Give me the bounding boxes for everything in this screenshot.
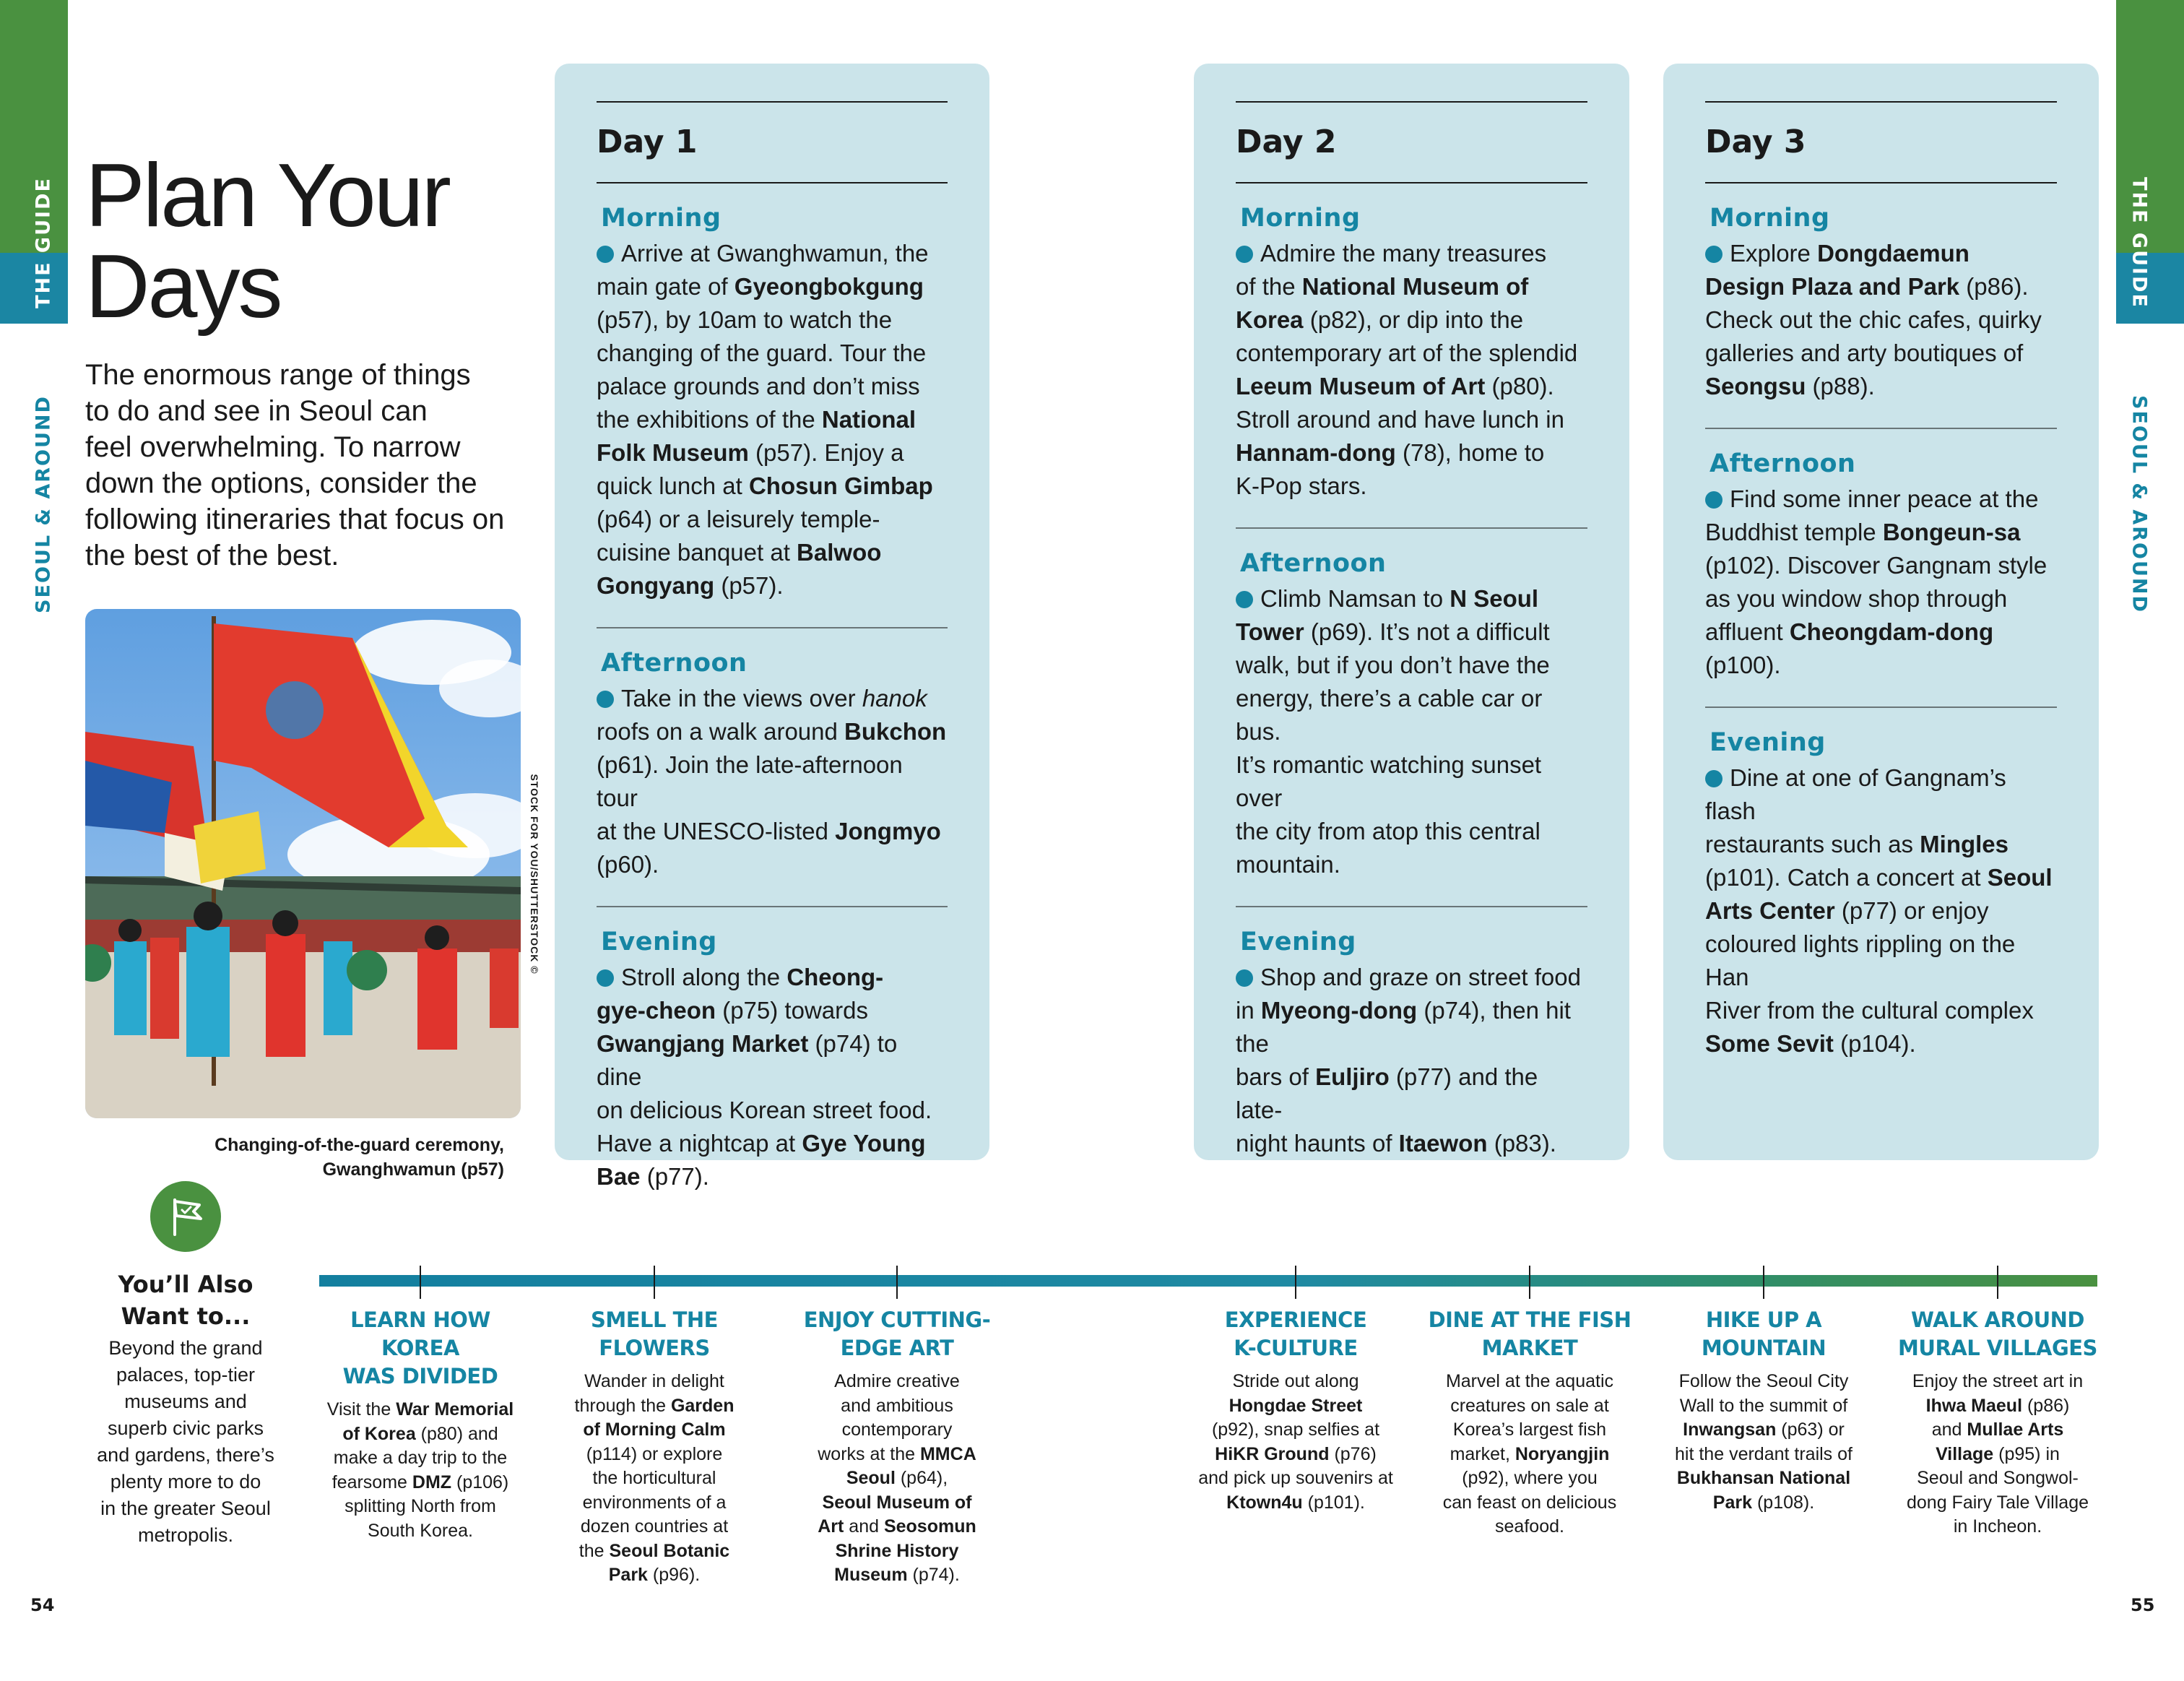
- also-item-text: Follow the Seoul City Wall to the summit of Inwangsan (p63) or hit the verdant trails of Bukhansan National Park (p108).: [1675, 1371, 1852, 1513]
- itinerary-section: [1705, 708, 2057, 1085]
- place-name: Dongdaemun: [1817, 240, 1970, 267]
- place-name: Mullae Arts: [1967, 1419, 2064, 1440]
- place-name: National: [821, 406, 916, 433]
- place-name: Euljiro: [1315, 1063, 1390, 1090]
- also-item-heading: WALK AROUND MURAL VILLAGES: [1898, 1308, 2097, 1360]
- section-text: Explore Dongdaemun Design Plaza and Park (p86). Check out the chic cafes, quirky galleries and arty boutiques of Seongsu (p88).: [1705, 240, 2042, 399]
- section-divider: [597, 906, 948, 907]
- place-name: Tower: [1236, 618, 1304, 645]
- also-item-text: Wander in delight through the Garden of Morning Calm (p114) or explore the horticultural environments of a dozen countries at the Seoul Botanic Park (p96).: [574, 1371, 734, 1585]
- bullet-dot-icon: [1705, 770, 1722, 787]
- day-title: Day 1: [597, 124, 698, 160]
- place-name: Seoul Museum of: [822, 1492, 972, 1513]
- also-description: [85, 1335, 286, 1549]
- also-line: and gardens, there’s: [97, 1444, 274, 1466]
- place-name: MMCA: [919, 1443, 976, 1464]
- intro-line: the best of the best.: [85, 540, 339, 571]
- also-item-heading: EXPERIENCE K-CULTURE: [1224, 1308, 1367, 1360]
- place-name: Gongyang: [597, 572, 715, 599]
- intro-line: feel overwhelming. To narrow: [85, 431, 461, 463]
- day-card: [1663, 64, 2099, 1160]
- also-item-heading: LEARN HOW KOREA WAS DIVIDED: [342, 1308, 498, 1388]
- intro-line: following itineraries that focus on: [85, 504, 505, 535]
- also-item-heading: ENJOY CUTTING- EDGE ART: [803, 1308, 991, 1360]
- also-item-heading: DINE AT THE FISH MARKET: [1428, 1308, 1632, 1360]
- place-name: Seoul: [1987, 864, 2053, 891]
- place-name: Some Sevit: [1705, 1030, 1834, 1057]
- place-name: Balwoo: [797, 539, 882, 566]
- section-title: Evening: [1240, 928, 1356, 956]
- also-item-text: Stride out along Hongdae Street (p92), snap selfies at HiKR Ground (p76) and pick up souvenirs at Ktown4u (p101).: [1198, 1371, 1393, 1513]
- section-text: Admire the many treasures of the National Museum of Korea (p82), or dip into the contemporary art of the splendid Leeum Museum of Art (p80). Stroll around and have lunch in Hannam-dong (78), home to K-Pop stars.: [1236, 240, 1578, 499]
- day-card: [555, 64, 989, 1190]
- also-item-text: Marvel at the aquatic creatures on sale at Korea’s largest fish market, Noryangjin (p92), where you can feast on delicious seafood.: [1442, 1371, 1617, 1537]
- place-name: Folk Museum: [597, 439, 749, 466]
- place-name: Gyeongbokgung: [734, 273, 924, 300]
- place-name: Design Plaza and Park: [1705, 273, 1960, 300]
- also-item: [789, 1306, 1005, 1588]
- title-line: Plan Your: [85, 146, 449, 246]
- also-item: [1187, 1306, 1404, 1515]
- section-text: Shop and graze on street food in Myeong-dong (p74), then hit the bars of Euljiro (p77) and the late- night haunts of Itaewon (p83).: [1236, 964, 1581, 1157]
- timeline-tick: [1763, 1266, 1764, 1299]
- day-title: Day 3: [1705, 124, 1806, 160]
- section-title: Morning: [1240, 204, 1361, 233]
- right-guide-label: THE GUIDE: [2128, 177, 2151, 308]
- also-line: palaces, top-tier: [116, 1364, 256, 1386]
- place-name: War Memorial: [396, 1399, 514, 1419]
- intro-line: to do and see in Seoul can: [85, 395, 428, 427]
- itinerary-section: [1236, 907, 1587, 1185]
- section-divider: [597, 627, 948, 628]
- place-name: Park: [608, 1565, 648, 1585]
- card-rule: [597, 101, 948, 103]
- itinerary-section: [1705, 429, 2057, 706]
- card-rule: [1705, 101, 2057, 103]
- day-card: [1194, 64, 1629, 1160]
- page-number-left: 54: [30, 1595, 55, 1615]
- place-name: Leeum Museum of Art: [1236, 373, 1486, 399]
- section-text: Stroll along the Cheong- gye-cheon (p75) towards Gwangjang Market (p74) to dine on delicious Korean street food. Have a nightcap at Gye Young Bae (p77).: [597, 964, 932, 1190]
- place-name: Park: [1712, 1492, 1753, 1513]
- timeline-tick: [654, 1266, 655, 1299]
- itinerary-section: [597, 628, 948, 906]
- left-guide-label: THE GUIDE: [32, 177, 55, 308]
- intro-line: down the options, consider the: [85, 467, 477, 499]
- section-divider: [1705, 428, 2057, 429]
- place-name: Cheongdam-dong: [1789, 618, 1994, 645]
- also-heading-line: Want to...: [121, 1302, 251, 1330]
- title-line: Days: [85, 237, 281, 337]
- place-name: Hongdae Street: [1228, 1395, 1363, 1416]
- section-text: Find some inner peace at the Buddhist temple Bongeun-sa (p102). Discover Gangnam style as you window shop through affluent Cheongdam-dong (p100).: [1705, 485, 2048, 678]
- place-name: N Seoul: [1450, 585, 1539, 612]
- place-name: Gwangjang Market: [597, 1030, 809, 1057]
- also-line: plenty more to do: [110, 1471, 261, 1492]
- timeline-tick: [1295, 1266, 1296, 1299]
- place-name: Art: [818, 1516, 844, 1537]
- guard-ceremony-photo: [85, 609, 521, 1118]
- day-title: Day 2: [1236, 124, 1337, 160]
- place-name: Ktown4u: [1226, 1492, 1303, 1513]
- timeline-tick: [1997, 1266, 1998, 1299]
- page-number-right: 55: [2131, 1595, 2155, 1615]
- itinerary-section: [1236, 183, 1587, 527]
- place-name: Bae: [597, 1163, 641, 1190]
- section-title: Afternoon: [1240, 549, 1387, 578]
- also-heading: [85, 1269, 286, 1332]
- bullet-dot-icon: [597, 969, 614, 987]
- itinerary-section: [1705, 183, 2057, 428]
- also-item-text: Admire creative and ambitious contemporary works at the MMCA Seoul (p64), Seoul Museum of Art and Seosomun Shrine History Museum (p74).: [818, 1371, 976, 1585]
- timeline-bar: [319, 1275, 2097, 1287]
- also-item: [1889, 1306, 2106, 1539]
- section-title: Evening: [601, 928, 717, 956]
- also-line: superb civic parks: [107, 1417, 264, 1439]
- emphasis: hanok: [862, 685, 927, 712]
- caption-line: Gwanghwamun (p57): [322, 1159, 504, 1180]
- left-region-label: SEOUL & AROUND: [32, 395, 55, 613]
- section-text: Take in the views over hanok roofs on a walk around Bukchon (p61). Join the late-afternoon tour at the UNESCO-listed Jongmyo (p60).: [597, 685, 947, 878]
- section-text: Climb Namsan to N Seoul Tower (p69). It’s not a difficult walk, but if you don’t have the energy, there’s a cable car or bus. It’s romantic watching sunset over the city from atop this central mountain.: [1236, 585, 1550, 878]
- also-item: [1655, 1306, 1872, 1515]
- section-title: Afternoon: [601, 649, 748, 678]
- caption-line: Changing-of-the-guard ceremony,: [214, 1135, 504, 1155]
- place-name: Ihwa Maeul: [1925, 1395, 2023, 1416]
- section-divider: [1236, 527, 1587, 529]
- place-name: Seosomun: [883, 1516, 976, 1537]
- section-title: Morning: [1710, 204, 1830, 233]
- also-line: metropolis.: [137, 1524, 234, 1546]
- itinerary-section: [597, 907, 948, 1218]
- place-name: Cheong-: [786, 964, 884, 990]
- bullet-dot-icon: [1236, 246, 1253, 263]
- section-text: Arrive at Gwanghwamun, the main gate of Gyeongbokgung (p57), by 10am to watch the changing of the guard. Tour the palace grounds and don’t miss the exhibitions of the National Folk Museum (p57). Enjoy a quick lunch at Chosun Gimbap (p64) or a leisurely temple- cuisine banquet at Balwoo Gongyang (p57).: [597, 240, 933, 599]
- page-title: [85, 146, 533, 337]
- place-name: Itaewon: [1398, 1130, 1488, 1157]
- also-heading-line: You’ll Also: [118, 1271, 254, 1298]
- also-line: in the greater Seoul: [100, 1498, 271, 1519]
- section-title: Morning: [601, 204, 722, 233]
- place-name: Jongmyo: [835, 818, 941, 844]
- right-region-label: SEOUL & AROUND: [2128, 395, 2151, 613]
- place-name: Museum: [834, 1565, 908, 1585]
- place-name: DMZ: [412, 1472, 452, 1492]
- intro-line: The enormous range of things: [85, 359, 471, 391]
- place-name: Chosun Gimbap: [748, 472, 933, 499]
- place-name: Hannam-dong: [1236, 439, 1396, 466]
- bullet-dot-icon: [1236, 591, 1253, 608]
- bullet-dot-icon: [1236, 969, 1253, 987]
- also-item: [312, 1306, 529, 1543]
- section-title: Evening: [1710, 728, 1826, 757]
- place-name: Noryangjin: [1514, 1443, 1610, 1464]
- place-name: Garden: [670, 1395, 734, 1416]
- place-name: Bukhansan National: [1676, 1468, 1851, 1488]
- place-name: Gye Young: [802, 1130, 926, 1157]
- itinerary-section: [597, 183, 948, 627]
- also-line: museums and: [124, 1391, 247, 1412]
- place-name: Inwangsan: [1683, 1419, 1777, 1440]
- timeline-tick: [1529, 1266, 1530, 1299]
- place-name: of Korea: [342, 1423, 416, 1444]
- itinerary-section: [1236, 529, 1587, 906]
- bullet-dot-icon: [597, 246, 614, 263]
- place-name: Seoul: [846, 1468, 896, 1488]
- place-name: National Museum of: [1301, 273, 1529, 300]
- also-item-text: Visit the War Memorial of Korea (p80) and make a day trip to the fearsome DMZ (p106) splitting North from South Korea.: [326, 1399, 514, 1541]
- bullet-dot-icon: [1705, 246, 1722, 263]
- place-name: Myeong-dong: [1260, 997, 1418, 1024]
- place-name: Arts Center: [1705, 897, 1835, 924]
- also-line: Beyond the grand: [108, 1337, 263, 1359]
- photo-credit: STOCK FOR YOU/SHUTTERSTOCK ©: [529, 774, 540, 975]
- place-name: Seoul Botanic: [609, 1540, 730, 1561]
- timeline-tick: [896, 1266, 898, 1299]
- bullet-dot-icon: [1705, 491, 1722, 509]
- place-name: Shrine History: [835, 1540, 959, 1561]
- section-divider: [1705, 706, 2057, 708]
- place-name: Bukchon: [844, 718, 947, 745]
- also-item-text: Enjoy the street art in Ihwa Maeul (p86) and Mullae Arts Village (p95) in Seoul and Songwol- dong Fairy Tale Village in Incheon.: [1906, 1371, 2089, 1537]
- place-name: Seongsu: [1705, 373, 1806, 399]
- flag-icon: [150, 1181, 221, 1252]
- place-name: Mingles: [1920, 831, 2009, 857]
- photo-caption: [130, 1133, 504, 1182]
- place-name: Bongeun-sa: [1882, 519, 2021, 545]
- also-item-heading: SMELL THE FLOWERS: [591, 1308, 718, 1360]
- place-name: Korea: [1236, 306, 1304, 333]
- also-item: [546, 1306, 763, 1588]
- section-text: Dine at one of Gangnam’s flash restaurants such as Mingles (p101). Catch a concert at Seoul Arts Center (p77) or enjoy coloured lights rippling on the Han River from the cultural complex Some Sevit (p104).: [1705, 764, 2053, 1057]
- place-name: HiKR Ground: [1215, 1443, 1330, 1464]
- section-title: Afternoon: [1710, 449, 1856, 478]
- place-name: Village: [1936, 1443, 1994, 1464]
- also-item: [1421, 1306, 1638, 1539]
- timeline-tick: [420, 1266, 421, 1299]
- intro-paragraph: [85, 357, 533, 574]
- card-rule: [1236, 101, 1587, 103]
- also-item-heading: HIKE UP A MOUNTAIN: [1701, 1308, 1826, 1360]
- bullet-dot-icon: [597, 691, 614, 708]
- place-name: of Morning Calm: [583, 1419, 726, 1440]
- place-name: gye-cheon: [597, 997, 716, 1024]
- section-divider: [1236, 906, 1587, 907]
